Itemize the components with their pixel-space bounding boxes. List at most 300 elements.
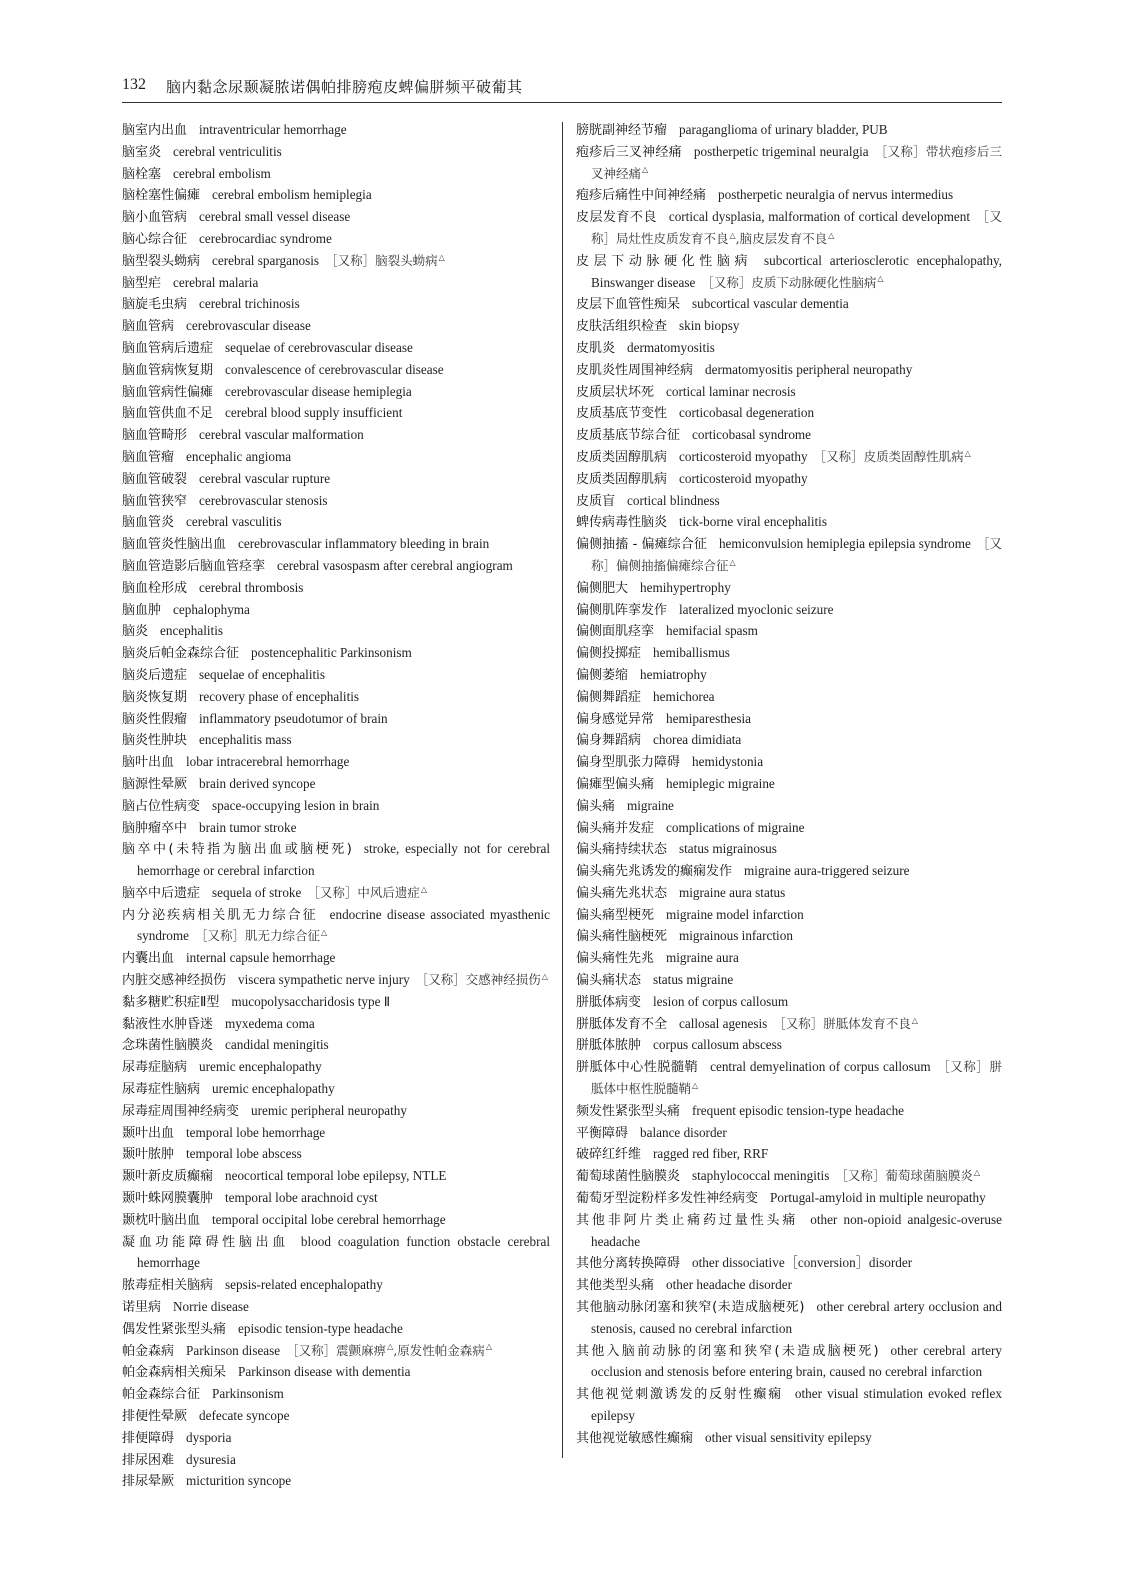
glossary-entry [122,1166,550,1188]
term-english: corticosteroid myopathy [679,448,808,464]
term-english: cerebral embolism hemiplegia [212,187,372,203]
term-english: subcortical vascular dementia [692,296,849,312]
term-chinese: 颞枕叶脑出血 [122,1212,201,1228]
term-chinese: 偏头痛持续状态 [576,842,668,858]
glossary-entry [576,403,1002,425]
glossary-entry [576,905,1002,927]
term-chinese: 排便性晕厥 [122,1409,188,1425]
glossary-entry [576,1144,1002,1166]
term-chinese: 排尿晕厥 [122,1474,175,1490]
term-chinese: 脑血管畸形 [122,428,188,444]
glossary-entry [576,1014,1002,1036]
term-english: cortical laminar necrosis [666,383,796,399]
glossary-entry [122,774,550,796]
term-english: lesion of corpus callosum [653,993,789,1009]
glossary-entry [122,360,550,382]
term-english: corticosteroid myopathy [679,470,808,486]
term-english: lobar intracerebral hemorrhage [186,754,350,770]
term-chinese: 尿毒症周围神经病变 [122,1103,240,1119]
term-english: lateralized myoclonic seizure [679,601,834,617]
term-english: uremic encephalopathy [212,1081,335,1097]
term-chinese: 偏头痛先兆状态 [576,885,668,901]
term-chinese: 脑叶出血 [122,755,175,771]
term-english: hemiatrophy [640,666,707,682]
triangle-mark-icon: △ [420,884,428,894]
term-chinese: 皮质盲 [576,493,616,509]
term-chinese: 脑栓塞性偏瘫 [122,188,201,204]
term-chinese: 皮肤活组织检查 [576,319,668,335]
glossary-entry [576,948,1002,970]
term-chinese: 蜱传病毒性脑炎 [576,515,668,531]
glossary-entry [122,752,550,774]
glossary-entry [122,1035,550,1057]
term-english: cerebrovascular stenosis [199,492,328,508]
glossary-entry [576,185,1002,207]
glossary-entry [576,818,1002,840]
term-chinese: 胼胝体中心性脱髓鞘 [576,1060,699,1076]
term-chinese: 脑炎恢复期 [122,689,188,705]
term-alias: ［又称］震颤麻痹△,原发性帕金森病△ [286,1342,492,1358]
term-chinese: 其他类型头痛 [576,1278,655,1294]
glossary-entry [576,1341,1002,1385]
running-title: 脑内黏念尿颞凝脓诺偶帕排膀疱皮蜱偏胼频平破葡其 [166,78,523,96]
term-chinese: 偏头痛状态 [576,973,642,989]
glossary-entry [576,665,1002,687]
term-chinese: 脑血肿 [122,602,162,618]
glossary-entry [576,1275,1002,1297]
term-english: callosal agenesis [679,1015,768,1031]
glossary-entry [122,1297,550,1319]
glossary-entry [122,1319,550,1341]
term-english: sequelae of cerebrovascular disease [225,339,413,355]
glossary-entry [122,1428,550,1450]
term-chinese: 破碎红纤维 [576,1147,642,1163]
term-english: hemidystonia [692,754,764,770]
term-chinese: 皮质基底节变性 [576,406,668,422]
glossary-entry [122,992,550,1014]
term-alias: ［又称］偏侧抽搐偏瘫综合征△ [591,536,1002,573]
term-english: Parkinson disease [186,1342,281,1358]
term-chinese: 脑血管炎性脑出血 [122,537,227,553]
term-chinese: 帕金森综合征 [122,1387,201,1403]
term-chinese: 脑型疟 [122,275,162,291]
term-english: myxedema coma [225,1015,315,1031]
glossary-entry [576,1035,1002,1057]
term-chinese: 葡萄牙型淀粉样多发性神经病变 [576,1191,759,1207]
triangle-mark-icon: △ [387,1342,394,1352]
glossary-entry [122,251,550,273]
glossary-entry [576,861,1002,883]
term-chinese: 脑心综合征 [122,231,188,247]
term-chinese: 偏头痛 [576,798,616,814]
term-english: space-occupying lesion in brain [212,797,380,813]
term-english: corticobasal syndrome [692,427,812,443]
glossary-entry [122,403,550,425]
triangle-mark-icon: △ [973,1168,981,1178]
term-english: cephalophyma [173,601,250,617]
term-chinese: 帕金森病 [122,1343,175,1359]
term-english: Parkinsonism [212,1386,284,1402]
term-chinese: 偏身型肌张力障碍 [576,755,681,771]
left-column [122,120,550,1493]
glossary-entry [122,1275,550,1297]
glossary-entry [122,578,550,600]
glossary-entry [576,1210,1002,1254]
term-chinese: 脑旋毛虫病 [122,297,188,313]
glossary-entry [122,818,550,840]
triangle-mark-icon: △ [729,230,736,240]
glossary-entry [576,382,1002,404]
term-alias: ［又称］带状疱疹后三叉神经痛△ [591,143,1002,181]
glossary-entry [122,316,550,338]
term-english: cerebral thrombosis [199,579,304,595]
glossary-entry [576,534,1002,578]
term-chinese: 脑血管炎 [122,515,175,531]
term-english: recovery phase of encephalitis [199,688,360,704]
term-chinese: 偏身舞蹈病 [576,733,642,749]
term-english: encephalitis [160,623,223,639]
glossary-entry [576,512,1002,534]
term-english: hemiballismus [653,645,730,661]
term-english: candidal meningitis [225,1037,329,1053]
term-english: convalescence of cerebrovascular disease [225,361,444,377]
term-chinese: 平衡障碍 [576,1125,629,1141]
term-chinese: 尿毒症脑病 [122,1060,188,1076]
glossary-entry [122,1144,550,1166]
glossary-entry [122,164,550,186]
glossary-entry [576,600,1002,622]
term-chinese: 脑血管供血不足 [122,406,214,422]
term-chinese: 胼胝体发育不全 [576,1016,668,1032]
term-chinese: 偏头痛性先兆 [576,951,655,967]
term-chinese: 颞叶出血 [122,1125,175,1141]
term-chinese: 其他脑动脉闭塞和狭窄(未造成脑梗死) [576,1300,805,1316]
term-english: uremic encephalopathy [199,1059,322,1075]
glossary-entry [122,142,550,164]
glossary-entry [576,1188,1002,1210]
glossary-entry [122,1014,550,1036]
glossary-entry [122,839,550,883]
glossary-entry [122,1101,550,1123]
term-chinese: 脑血管病恢复期 [122,362,214,378]
term-english: corticobasal degeneration [679,405,815,421]
term-english: other visual stimulation evoked reflex epilepsy [591,1386,1002,1424]
triangle-mark-icon: △ [692,1080,699,1090]
glossary-entry [122,1471,550,1493]
glossary-entry [122,970,550,992]
term-chinese: 脓毒症相关脑病 [122,1278,214,1294]
term-chinese: 内分泌疾病相关肌无力综合征 [122,907,318,923]
term-english: postencephalitic Parkinsonism [251,645,412,661]
triangle-mark-icon: △ [964,448,971,458]
term-chinese: 脑炎 [122,624,149,640]
term-english: frequent episodic tension-type headache [692,1102,905,1118]
glossary-entry [122,1406,550,1428]
term-chinese: 偏侧面肌痉挛 [576,624,655,640]
term-english: cerebral ventriculitis [173,143,282,159]
term-english: intraventricular hemorrhage [199,122,347,137]
triangle-mark-icon: △ [911,1015,918,1025]
term-chinese: 黏液性水肿昏迷 [122,1016,214,1032]
term-english: tick-borne viral encephalitis [679,514,827,530]
glossary-entry [576,142,1002,186]
glossary-entry [576,1057,1002,1101]
term-chinese: 偏头痛先兆诱发的癫痫发作 [576,864,733,880]
glossary-entry [576,1253,1002,1275]
term-chinese: 脑卒中(未特指为脑出血或脑梗死) [122,842,352,858]
glossary-entry [576,294,1002,316]
term-english: other non-opioid analgesic-overuse headache [591,1211,1002,1249]
term-chinese: 内脏交感神经损伤 [122,973,227,989]
term-chinese: 皮肌炎 [576,340,616,356]
glossary-entry [576,207,1002,251]
term-english: sequela of stroke [212,884,302,900]
term-english: postherpetic trigeminal neuralgia [693,143,869,159]
term-english: neocortical temporal lobe epilepsy, NTLE [225,1168,447,1184]
glossary-entry [576,926,1002,948]
term-chinese: 排尿困难 [122,1452,175,1468]
term-chinese: 脑血管造影后脑血管痉挛 [122,558,266,574]
term-chinese: 脑室内出血 [122,123,188,138]
term-chinese: 脑血管破裂 [122,471,188,487]
triangle-mark-icon: △ [828,230,835,240]
term-english: micturition syncope [186,1473,292,1489]
term-alias: ［又称］胼胝体中枢性脱髓鞘△ [591,1059,1002,1097]
term-english: dysporia [186,1429,232,1445]
term-chinese: 凝血功能障碍性脑出血 [122,1234,289,1250]
term-chinese: 排便障碍 [122,1430,175,1446]
glossary-entry [122,796,550,818]
glossary-entry [576,578,1002,600]
term-english: temporal lobe arachnoid cyst [225,1190,378,1206]
term-chinese: 皮肌炎性周围神经病 [576,362,694,378]
term-chinese: 偏侧肌阵挛发作 [576,602,668,618]
term-chinese: 脑血管瘤 [122,449,175,465]
term-chinese: 皮质基底节综合征 [576,428,681,444]
term-chinese: 皮质层状坏死 [576,384,655,400]
term-english: dermatomyositis peripheral neuropathy [705,361,913,377]
term-english: cerebral small vessel disease [199,209,351,225]
term-english: cerebral trichinosis [199,296,300,312]
glossary-entry [122,120,550,142]
term-chinese: 颞叶新皮质癫痫 [122,1169,214,1185]
glossary-entry [122,905,550,949]
glossary-entry [576,1166,1002,1188]
glossary-entry [576,425,1002,447]
term-english: migraine model infarction [666,906,804,922]
term-english: postherpetic neuralgia of nervus intermedius [718,187,954,203]
term-english: encephalic angioma [186,448,292,464]
term-english: migraine [627,797,674,813]
column-divider [562,122,563,1458]
term-english: chorea dimidiata [653,732,742,748]
term-chinese: 其他视觉敏感性癫痫 [576,1430,694,1446]
term-english: cerebral vascular malformation [199,427,364,443]
term-chinese: 皮层下动脉硬化性脑病 [576,253,753,269]
term-english: mucopolysaccharidosis type Ⅱ [231,993,391,1009]
term-english: Norrie disease [173,1299,249,1315]
glossary-entry [576,316,1002,338]
term-english: cortical blindness [627,492,720,508]
term-english: hemihypertrophy [640,579,731,595]
term-chinese: 脑小血管病 [122,210,188,226]
term-chinese: 脑室炎 [122,144,162,160]
glossary-entry [122,1232,550,1276]
glossary-entry [576,709,1002,731]
term-english: staphylococcal meningitis [692,1168,830,1184]
term-chinese: 颞叶蛛网膜囊肿 [122,1191,214,1207]
term-chinese: 颞叶脓肿 [122,1147,175,1163]
glossary-entry [576,120,1002,142]
term-english: other cerebral artery occlusion and stenosis before entering brain, caused no cerebral infarction [591,1342,1002,1380]
term-chinese: 诺里病 [122,1300,162,1316]
term-english: Portugal-amyloid in multiple neuropathy [770,1190,986,1206]
term-english: cerebral vascular rupture [199,470,331,486]
glossary-entry [122,730,550,752]
glossary-entry [122,1210,550,1232]
glossary-entry [122,1384,550,1406]
term-chinese: 脑炎性假瘤 [122,711,188,727]
glossary-entry [122,687,550,709]
term-english: status migrainosus [679,841,777,857]
term-english: cerebral vasculitis [186,514,282,530]
term-chinese: 脑源性晕厥 [122,776,188,792]
term-english: hemiparesthesia [666,710,751,726]
triangle-mark-icon: △ [438,252,445,262]
glossary-entry [122,207,550,229]
term-alias: ［又称］皮质类固醇性肌病△ [813,448,971,464]
term-alias: ［又称］交感神经损伤△ [415,971,548,988]
term-english: other dissociative［conversion］disorder [692,1255,913,1271]
triangle-mark-icon: △ [321,928,328,938]
term-english: hemichorea [653,688,715,704]
term-chinese: 皮层下血管性痴呆 [576,297,681,313]
term-english: brain derived syncope [199,775,316,791]
term-chinese: 脑血管狭窄 [122,493,188,509]
term-chinese: 频发性紧张型头痛 [576,1103,681,1119]
glossary-entry [122,665,550,687]
term-english: paraganglioma of urinary bladder, PUB [679,122,888,137]
term-chinese: 偏侧投掷症 [576,646,642,662]
term-english: corpus callosum abscess [653,1037,782,1053]
glossary-entry [576,992,1002,1014]
glossary-entry [122,512,550,534]
glossary-entry [122,621,550,643]
term-chinese: 偏头痛并发症 [576,820,655,836]
glossary-entry [122,382,550,404]
term-chinese: 脑型裂头蚴病 [122,253,201,269]
term-alias: ［又称］局灶性皮质发育不良△,脑皮层发育不良△ [591,209,1002,246]
glossary-entry [122,425,550,447]
glossary-entry [122,273,550,295]
term-english: other cerebral artery occlusion and stenosis, caused no cerebral infarction [591,1299,1002,1336]
term-chinese: 葡萄球菌性脑膜炎 [576,1169,681,1185]
term-chinese: 脑血栓形成 [122,580,188,596]
glossary-entry [122,229,550,251]
glossary-entry [122,709,550,731]
term-english: other visual sensitivity epilepsy [705,1429,872,1445]
term-english: temporal lobe abscess [186,1146,302,1162]
glossary-entry [122,643,550,665]
glossary-entry [576,687,1002,709]
term-alias: ［又称］肌无力综合征△ [195,928,328,944]
glossary-entry [122,556,550,578]
term-english: complications of migraine [666,819,805,835]
term-english: uremic peripheral neuropathy [251,1102,407,1118]
term-english: blood coagulation function obstacle cerebral hemorrhage [137,1233,550,1271]
glossary-entry [576,970,1002,992]
glossary-entry [122,1341,550,1363]
term-chinese: 帕金森病相关痴呆 [122,1365,227,1381]
term-chinese: 脑炎后遗症 [122,667,188,683]
glossary-entry [576,643,1002,665]
term-english: cerebral sparganosis [212,252,320,268]
glossary-entry [122,1362,550,1384]
term-english: migraine aura [666,950,739,966]
glossary-entry [576,1428,1002,1450]
term-english: viscera sympathetic nerve injury [238,972,410,988]
glossary-entry [122,447,550,469]
term-chinese: 胼胝体脓肿 [576,1038,642,1054]
term-english: skin biopsy [679,318,740,334]
glossary-entry [122,1079,550,1101]
term-chinese: 偏身感觉异常 [576,711,655,727]
glossary-entry [122,469,550,491]
term-english: status migraine [653,972,734,988]
term-english: episodic tension-type headache [238,1320,403,1336]
glossary-entry [576,338,1002,360]
term-english: internal capsule hemorrhage [186,950,336,966]
term-english: subcortical arteriosclerotic encephalopathy, Binswanger disease [591,252,1002,290]
term-english: sequelae of encephalitis [199,666,325,682]
glossary-entry [576,1384,1002,1428]
glossary-entry [576,491,1002,513]
term-alias: ［又称］脑裂头蚴病△ [325,252,445,268]
term-chinese: 偏侧舞蹈症 [576,689,642,705]
glossary-entry [576,1101,1002,1123]
term-chinese: 脑血管病 [122,319,175,335]
term-english: endocrine disease associated myasthenic syndrome [137,906,550,944]
term-english: hemiconvulsion hemiplegia epilepsia syndrome [718,536,971,552]
glossary-entry [576,621,1002,643]
term-english: cerebrovascular disease [186,318,311,334]
triangle-mark-icon: △ [642,165,649,175]
term-english: central demyelination of corpus callosum [710,1059,931,1075]
term-chinese: 念珠菌性脑膜炎 [122,1038,214,1054]
term-alias: ［又称］葡萄球菌脑膜炎△ [835,1168,981,1184]
triangle-mark-icon: △ [877,274,884,284]
glossary-entry [576,730,1002,752]
glossary-entry [576,447,1002,469]
term-chinese: 偏头痛型梗死 [576,907,655,923]
term-chinese: 偏瘫型偏头痛 [576,776,655,792]
glossary-entry [122,534,550,556]
term-chinese: 膀胱副神经节瘤 [576,123,668,138]
term-english: temporal lobe hemorrhage [186,1124,326,1140]
glossary-entry [122,883,550,905]
term-chinese: 脑栓塞 [122,166,162,182]
term-chinese: 其他分离转换障碍 [576,1256,681,1272]
glossary-entry [122,1450,550,1472]
term-chinese: 其他入脑前动脉的闭塞和狭窄(未造成脑梗死) [576,1343,879,1359]
glossary-entry [576,1297,1002,1341]
triangle-mark-icon: △ [729,557,736,567]
term-chinese: 皮质类固醇肌病 [576,449,668,465]
term-english: hemiplegic migraine [666,775,775,791]
page-number: 132 [122,76,146,93]
triangle-mark-icon: △ [485,1342,492,1352]
term-english: sepsis-related encephalopathy [225,1277,383,1293]
